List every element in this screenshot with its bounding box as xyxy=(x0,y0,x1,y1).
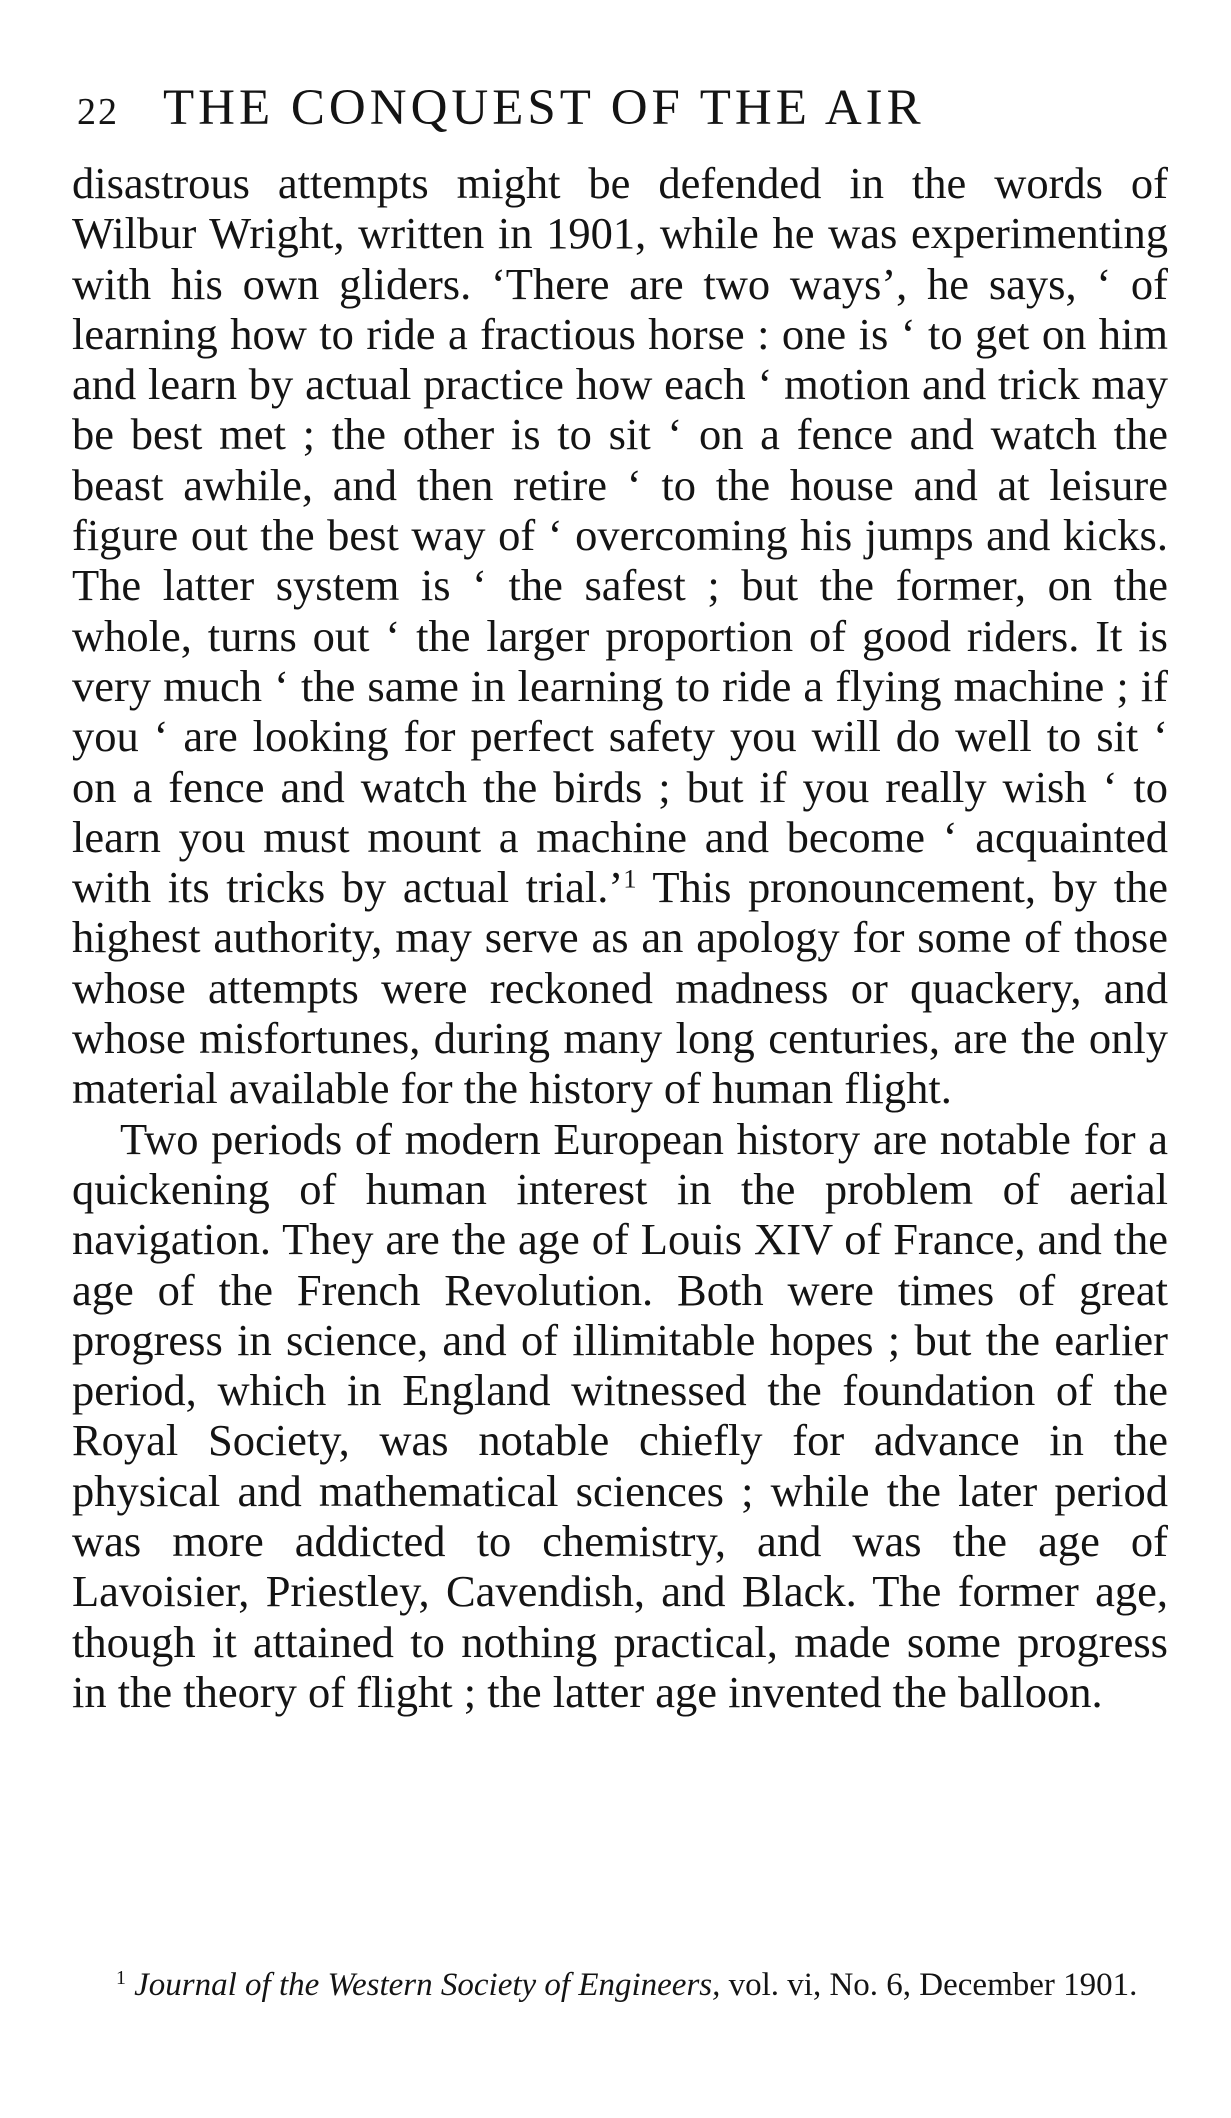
footnote-details: vol. vi, No. 6, December 1901. xyxy=(720,1967,1138,2003)
running-title: THE CONQUEST OF THE AIR xyxy=(163,80,925,136)
footnote-reference: 1 xyxy=(623,863,637,894)
paragraph-1 xyxy=(72,158,1168,1114)
body-text xyxy=(72,158,1168,1717)
running-header xyxy=(77,78,1157,142)
paragraph-2: Two periods of modern European history are notable for a quickening of human interest in the problem of aerial navigation. They are the age of Louis XIV of France, and the age of the French Revolution. Both were times of great progress in science, and of illimitable hopes ; but the earlier period, which in England witnessed the foundation of the Royal Society, was notable chiefly for advance in the physical and mathematical sciences ; while the later period was more addicted to chemistry, and was the age of Lavoisier, Priestley, Cavendish, and Black. The former age, though it attained to nothing practical, made some progress in the theory of flight ; the latter age invented the balloon. xyxy=(72,1113,1168,1717)
page-number: 22 xyxy=(77,91,119,133)
footnote-marker: 1 xyxy=(116,1967,126,1990)
footnote xyxy=(72,1964,1168,2006)
paragraph-1-text: disastrous attempts might be defended in the words of Wilbur Wright, written in 1901, while he was experimenting with his own gliders. ‘There are two ways’, he says, ‘ of learning how to ride a fractious horse : one is ‘ to get on him and learn by actual practice how each ‘ motion and trick may be best met ; the other is to sit ‘ on a fence and watch the beast awhile, and then retire ‘ to the house and at leisure figure out the best way of ‘ overcoming his jumps and kicks. The latter system is ‘ the safest ; but the former, on the whole, turns out ‘ the larger proportion of good riders. It is very much ‘ the same in learning to ride a flying machine ; if you ‘ are looking for perfect safety you will do well to sit ‘ on a fence and watch the birds ; but if you really wish ‘ to learn you must mount a machine and become ‘ acquainted with its tricks by actual trial.’ xyxy=(72,158,1168,913)
footnote-journal-title: Journal of the Western Society of Engineers, xyxy=(134,1967,721,2003)
paragraph-1-continuation: This pronouncement, by the highest authority, may serve as an apology for some of those whose attempts were reckoned madness or quackery, and whose misfortunes, during many long centuries, are the only material available for the history of human flight. xyxy=(72,862,1168,1114)
